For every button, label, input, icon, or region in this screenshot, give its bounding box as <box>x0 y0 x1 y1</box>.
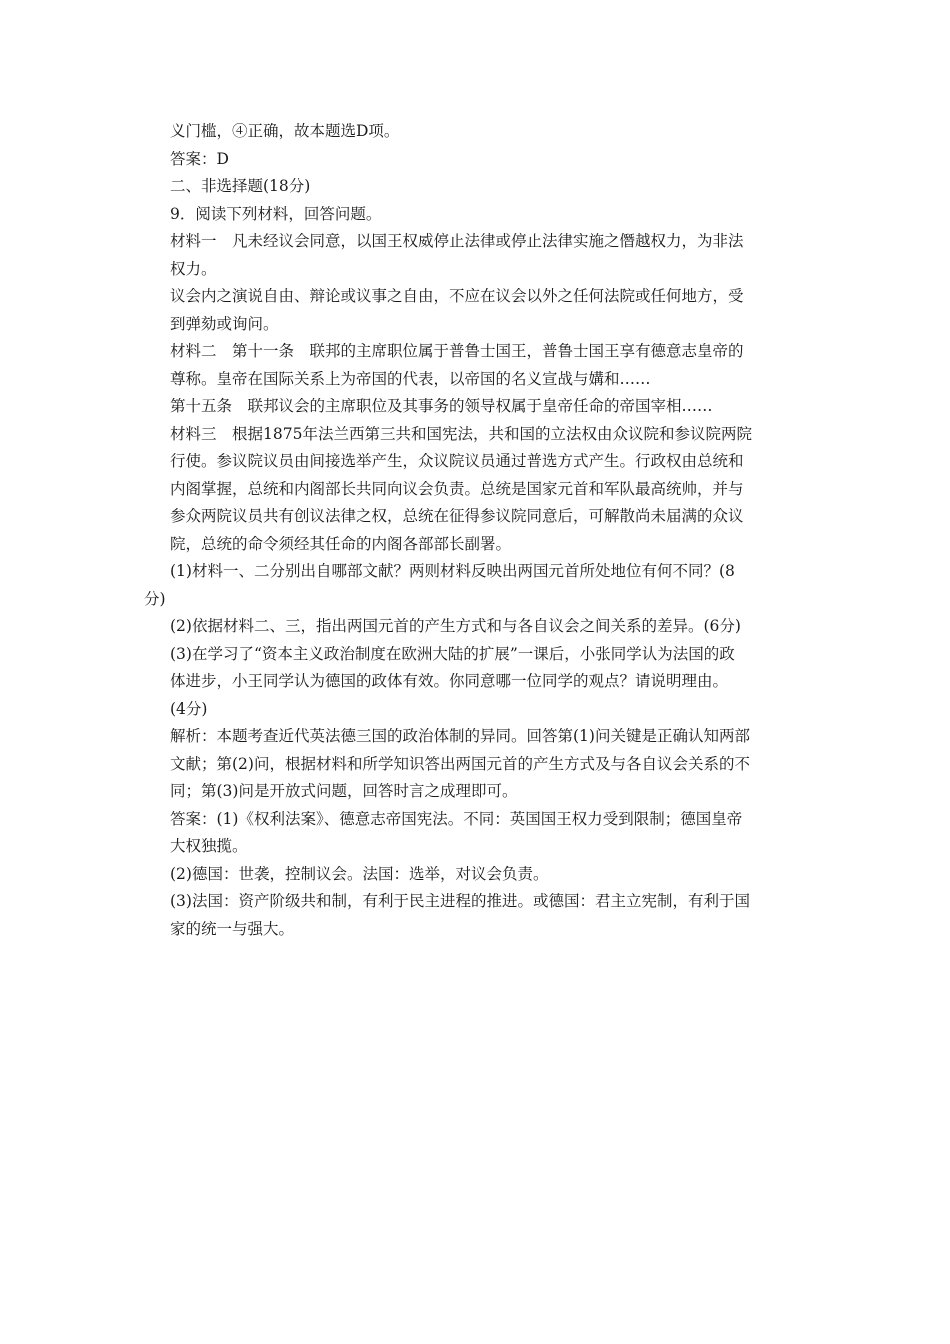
material-three-line-4: 参众两院议员共有创议法律之权，总统在征得参议院同意后，可解散尚未届满的众议 <box>170 507 744 525</box>
material-three-line-5: 院，总统的命令须经其任命的内阁各部部长副署。 <box>170 534 512 553</box>
answer-3-line-1: (3)法国：资产阶级共和制，有利于民主进程的推进。或德国：君主立宪制，有利于国 <box>170 892 750 910</box>
material-two-line-3: 第十五条 联邦议会的主席职位及其事务的领导权属于皇帝任命的帝国宰相…… <box>170 397 713 415</box>
analysis-line-1: 解析：本题考查近代英法德三国的政治体制的异同。回答第(1)问关键是正确认知两部 <box>170 727 750 745</box>
material-two-line-2: 尊称。皇帝在国际关系上为帝国的代表，以帝国的名义宣战与媾和…… <box>170 369 651 388</box>
material-three-line-1: 材料三 根据1875年法兰西第三共和国宪法，共和国的立法权由众议院和参议院两院 <box>170 424 752 443</box>
material-three-line-3: 内阁掌握，总统和内阁部长共同向议会负责。总统是国家元首和军队最高统帅，并与 <box>170 479 744 498</box>
sub-question-3-line-1: (3)在学习了“资本主义政治制度在欧洲大陆的扩展”一课后，小张同学认为法国的政 <box>170 644 735 663</box>
sub-question-3-line-2: 体进步，小王同学认为德国的政体有效。你同意哪一位同学的观点？请说明理由。 <box>170 672 729 690</box>
sub-question-2: (2)依据材料二、三，指出两国元首的产生方式和与各自议会之间关系的差异。(6分) <box>170 617 741 635</box>
material-one-line-1: 材料一 凡未经议会同意，以国王权威停止法律或停止法律实施之僭越权力，为非法 <box>170 232 744 250</box>
analysis-line-2: 文献；第(2)问，根据材料和所学知识答出两国元首的产生方式及与各自议会关系的不 <box>170 754 750 773</box>
answer-2: (2)德国：世袭，控制议会。法国：选举，对议会负责。 <box>170 864 549 883</box>
analysis-line-3: 同；第(3)问是开放式问题，回答时言之成理即可。 <box>170 782 518 800</box>
sub-question-3-line-3: (4分) <box>170 699 208 718</box>
answer-3-line-2: 家的统一与强大。 <box>170 919 295 938</box>
material-one-line-3: 议会内之演说自由、辩论或议事之自由，不应在议会以外之任何法院或任何地方，受 <box>170 287 744 305</box>
section-heading: 二、非选择题(18分) <box>170 177 311 195</box>
material-one-line-4: 到弹劾或询问。 <box>170 314 279 333</box>
material-two-line-1: 材料二 第十一条 联邦的主席职位属于普鲁士国王，普鲁士国王享有德意志皇帝的 <box>170 342 744 360</box>
answer-line: 答案：D <box>170 149 229 168</box>
document-body <box>144 118 810 943</box>
sub-question-1-line-1: (1)材料一、二分别出自哪部文献？两则材料反映出两国元首所处地位有何不同？(8 <box>170 562 735 580</box>
text-line-answer-tail: 义门槛，④正确，故本题选D项。 <box>170 122 400 140</box>
answer-1-line-2: 大权独揽。 <box>170 837 248 855</box>
sub-question-1-line-2: 分) <box>144 589 166 608</box>
material-three-line-2: 行使。参议院议员由间接选举产生，众议院议员通过普选方式产生。行政权由总统和 <box>170 452 744 470</box>
question-heading: 9．阅读下列材料，回答问题。 <box>170 204 382 223</box>
answer-1-line-1: 答案：(1)《权利法案》、德意志帝国宪法。不同：英国国王权力受到限制；德国皇帝 <box>170 809 743 828</box>
material-one-line-2: 权力。 <box>170 259 217 278</box>
